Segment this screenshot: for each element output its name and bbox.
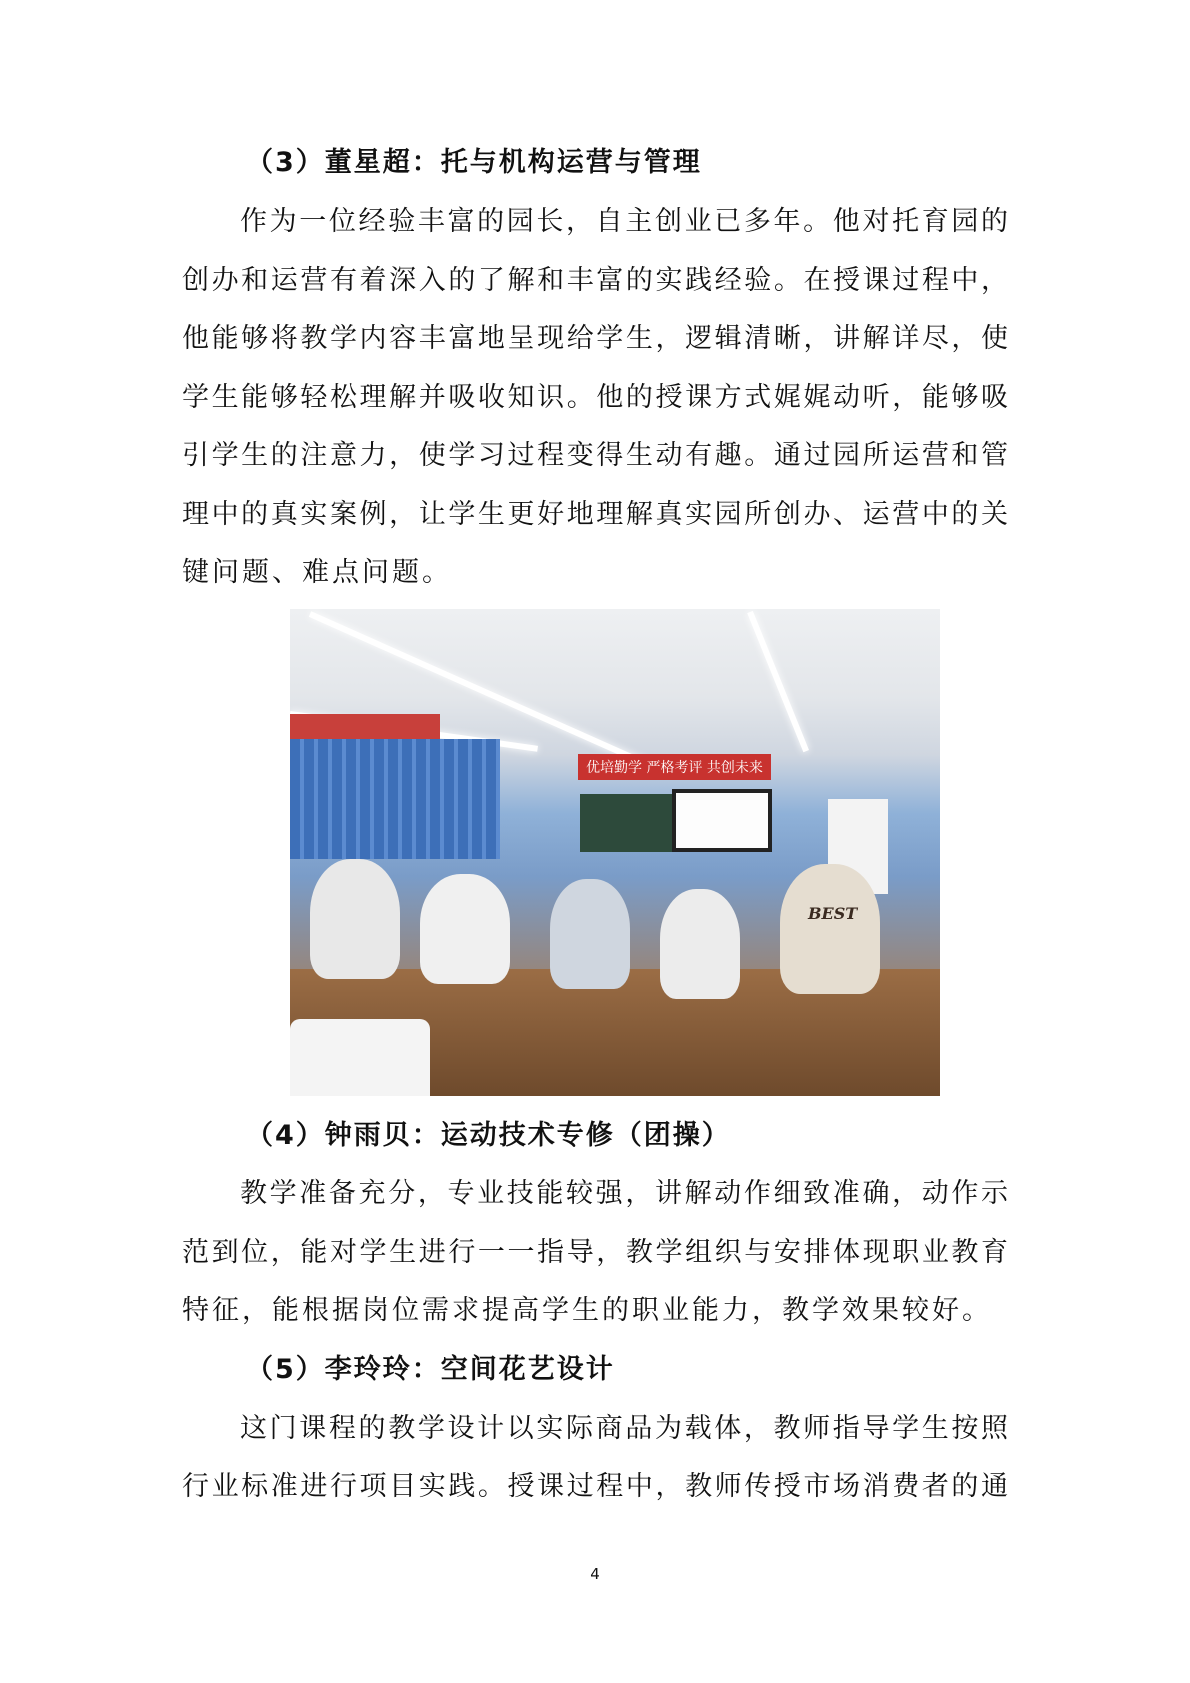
paragraph-line: 行业标准进行项目实践。授课过程中，教师传授市场消费者的通: [182, 1471, 1008, 1502]
paragraph-line: 范到位，能对学生进行一一指导，教学组织与安排体现职业教育: [182, 1237, 1008, 1268]
paragraph-line: 教学准备充分，专业技能较强，讲解动作细致准确，动作示: [240, 1178, 1008, 1209]
student: [310, 859, 400, 979]
paragraph-line: 学生能够轻松理解并吸收知识。他的授课方式娓娓动听，能够吸: [182, 382, 1008, 413]
student: [420, 874, 510, 984]
window: [290, 739, 500, 859]
section-5-heading: （5）李玲玲：空间花艺设计: [246, 1354, 615, 1385]
section-3-heading: （3）董星超：托与机构运营与管理: [246, 147, 702, 178]
paragraph-line: 引学生的注意力，使学习过程变得生动有趣。通过园所运营和管: [182, 440, 1008, 471]
classroom-banner: 优培勤学 严格考评 共创未来: [578, 754, 771, 780]
section-4-heading: （4）钟雨贝：运动技术专修（团操）: [246, 1120, 731, 1151]
paragraph-line: 作为一位经验丰富的园长，自主创业已多年。他对托育园的: [240, 206, 1008, 237]
paragraph-line: 理中的真实案例，让学生更好地理解真实园所创办、运营中的关: [182, 499, 1008, 530]
projector-screen: [672, 789, 772, 852]
student: [660, 889, 740, 999]
classroom-photo: [290, 609, 940, 1096]
paragraph-line: 这门课程的教学设计以实际商品为载体，教师指导学生按照: [240, 1413, 1008, 1444]
shirt-text: BEST: [808, 904, 858, 923]
paragraph-line: 特征，能根据岗位需求提高学生的职业能力，教学效果较好。: [182, 1295, 992, 1326]
red-valance: [290, 714, 440, 740]
paragraph-line: 键问题、难点问题。: [182, 557, 452, 588]
paragraph-line: 创办和运营有着深入的了解和丰富的实践经验。在授课过程中，: [182, 265, 1008, 296]
sink: [290, 1019, 430, 1096]
paragraph-line: 他能够将教学内容丰富地呈现给学生，逻辑清晰，讲解详尽，使: [182, 323, 1008, 354]
blackboard: [580, 794, 675, 852]
ceiling-light: [747, 611, 809, 752]
page-number: 4: [590, 1565, 600, 1583]
student: [780, 864, 880, 994]
student: [550, 879, 630, 989]
